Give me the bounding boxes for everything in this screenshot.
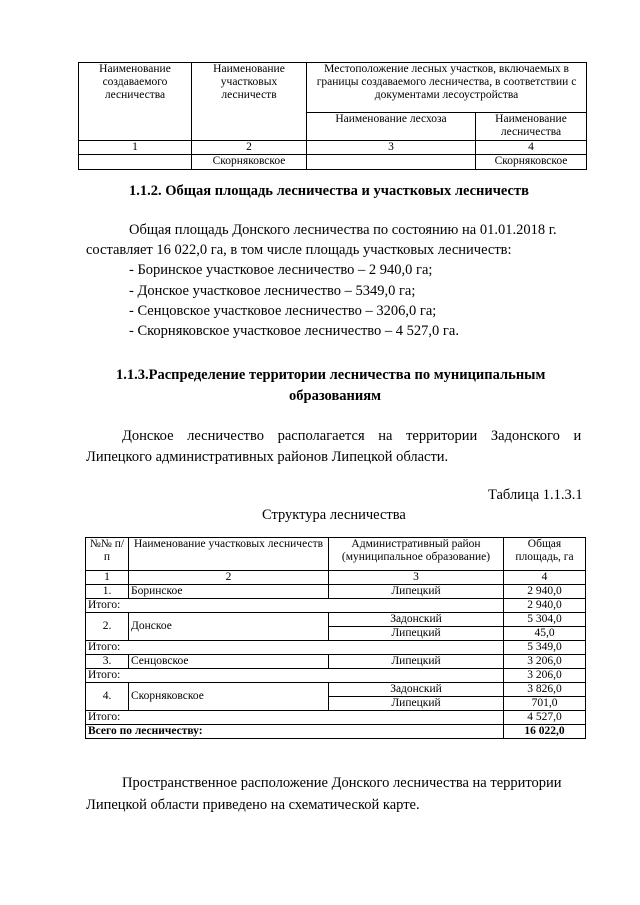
t1-header-district-forestries: Наименование участковых лесничеств [192, 63, 307, 141]
section-113-heading: 1.1.3.Распределение территории лесничества по муниципальным [116, 367, 546, 383]
section-112-heading: 1.1.2. Общая площадь лесничества и участковых лесничеств [129, 183, 529, 199]
subtotal-value: 3 206,0 [504, 669, 586, 683]
closing-paragraph-line: Липецкой области приведено на схематической карте. [86, 797, 420, 813]
area-value: 3 826,0 [504, 683, 586, 697]
subtotal-value: 2 940,0 [504, 599, 586, 613]
area-value: 701,0 [504, 697, 586, 711]
t2-colnum: 4 [504, 571, 586, 585]
forestry-name: Боринское [129, 585, 329, 599]
forestry-name: Донское [129, 613, 329, 641]
t1-header-forestry-name: Наименование лесничества [476, 113, 587, 141]
table-number: Таблица 1.1.3.1 [488, 487, 583, 503]
row-number: 4. [86, 683, 129, 711]
row-number: 1. [86, 585, 129, 599]
area-list-item: - Донское участковое лесничество – 5349,0 га; [129, 283, 416, 299]
subtotal-value: 4 527,0 [504, 711, 586, 725]
forestry-name: Скорняковское [129, 683, 329, 711]
area-value: 5 304,0 [504, 613, 586, 627]
t2-colnum: 1 [86, 571, 129, 585]
forestry-structure-table [85, 537, 586, 739]
subtotal-label: Итого: [86, 599, 504, 613]
district-name: Задонский [329, 613, 504, 627]
section-112-paragraph-line: Общая площадь Донского лесничества по состоянию на 01.01.2018 г. [129, 222, 557, 238]
t1-colnum: 4 [476, 141, 587, 155]
district-name: Задонский [329, 683, 504, 697]
area-value: 3 206,0 [504, 655, 586, 669]
t1-header-location: Местоположение лесных участков, включаемых в границы создаваемого лесничества, в соответствии с документами лесоустройства [307, 63, 587, 113]
section-113-paragraph-line: Липецкого административных районов Липецкой области. [86, 449, 449, 465]
t1-cell: Скорняковское [476, 155, 587, 170]
subtotal-label: Итого: [86, 711, 504, 725]
t2-header-num: №№ п/п [86, 538, 129, 571]
area-list-item: - Сенцовское участковое лесничество – 3206,0 га; [129, 303, 437, 319]
section-113-heading: образованиям [289, 388, 381, 404]
area-list-item: - Скорняковское участковое лесничество – 4 527,0 га. [129, 323, 459, 339]
t2-header-name: Наименование участковых лесничеств [129, 538, 329, 571]
forestry-name: Сенцовское [129, 655, 329, 669]
subtotal-value: 5 349,0 [504, 641, 586, 655]
district-name: Липецкий [329, 627, 504, 641]
subtotal-label: Итого: [86, 641, 504, 655]
t2-header-area: Общая площадь, га [504, 538, 586, 571]
area-value: 45,0 [504, 627, 586, 641]
area-value: 2 940,0 [504, 585, 586, 599]
t1-colnum: 2 [192, 141, 307, 155]
section-112-paragraph-line: составляет 16 022,0 га, в том числе площадь участковых лесничеств: [86, 242, 512, 258]
t2-colnum: 2 [129, 571, 329, 585]
grand-total-value: 16 022,0 [504, 725, 586, 739]
t1-cell: Скорняковское [192, 155, 307, 170]
grand-total-label: Всего по лесничеству: [86, 725, 504, 739]
t1-colnum: 3 [307, 141, 476, 155]
section-113-paragraph-line: Донское лесничество располагается на территории Задонского и [122, 428, 582, 444]
row-number: 3. [86, 655, 129, 669]
t1-cell [307, 155, 476, 170]
district-name: Липецкий [329, 585, 504, 599]
t2-colnum: 3 [329, 571, 504, 585]
row-number: 2. [86, 613, 129, 641]
t2-header-district: Административный район (муниципальное образование) [329, 538, 504, 571]
forestry-location-table [78, 62, 587, 170]
t1-header-forestry: Наименование создаваемого лесничества [79, 63, 192, 141]
subtotal-label: Итого: [86, 669, 504, 683]
district-name: Липецкий [329, 655, 504, 669]
district-name: Липецкий [329, 697, 504, 711]
t1-header-leskhoz: Наименование лесхоза [307, 113, 476, 141]
table-title: Структура лесничества [262, 507, 406, 523]
t1-cell [79, 155, 192, 170]
closing-paragraph-line: Пространственное расположение Донского лесничества на территории [122, 775, 562, 791]
area-list-item: - Боринское участковое лесничество – 2 940,0 га; [129, 262, 433, 278]
t1-colnum: 1 [79, 141, 192, 155]
